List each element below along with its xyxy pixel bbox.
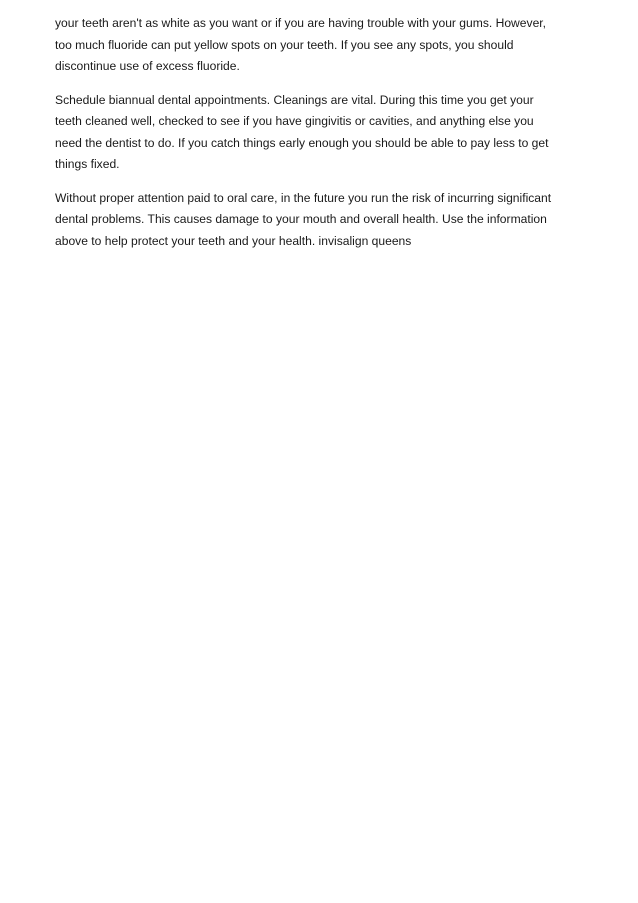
text-line: teeth cleaned well, checked to see if you have gingivitis or cavities, and anything else you xyxy=(55,114,534,128)
text-line: Schedule biannual dental appointments. Cleanings are vital. During this time you get your xyxy=(55,92,534,107)
document-body xyxy=(55,13,595,264)
paragraph-appointments xyxy=(55,90,595,176)
text-line: need the dentist to do. If you catch things early enough you should be able to pay less to get xyxy=(55,135,549,150)
text-line: things fixed. xyxy=(55,157,120,171)
paragraph-conclusion xyxy=(55,188,595,253)
text-line: Without proper attention paid to oral care, in the future you run the risk of incurring significant xyxy=(55,190,552,205)
paragraph-fluoride xyxy=(55,13,595,78)
text-line: too much fluoride can put yellow spots on your teeth. If you see any spots, you should xyxy=(55,37,514,52)
text-line: above to help protect your teeth and your health. invisalign queens xyxy=(55,233,412,248)
text-line: dental problems. This causes damage to your mouth and overall health. Use the information xyxy=(55,212,547,226)
text-line: discontinue use of excess fluoride. xyxy=(55,59,240,73)
text-line: your teeth aren't as white as you want or if you are having trouble with your gums. However, xyxy=(55,16,547,30)
